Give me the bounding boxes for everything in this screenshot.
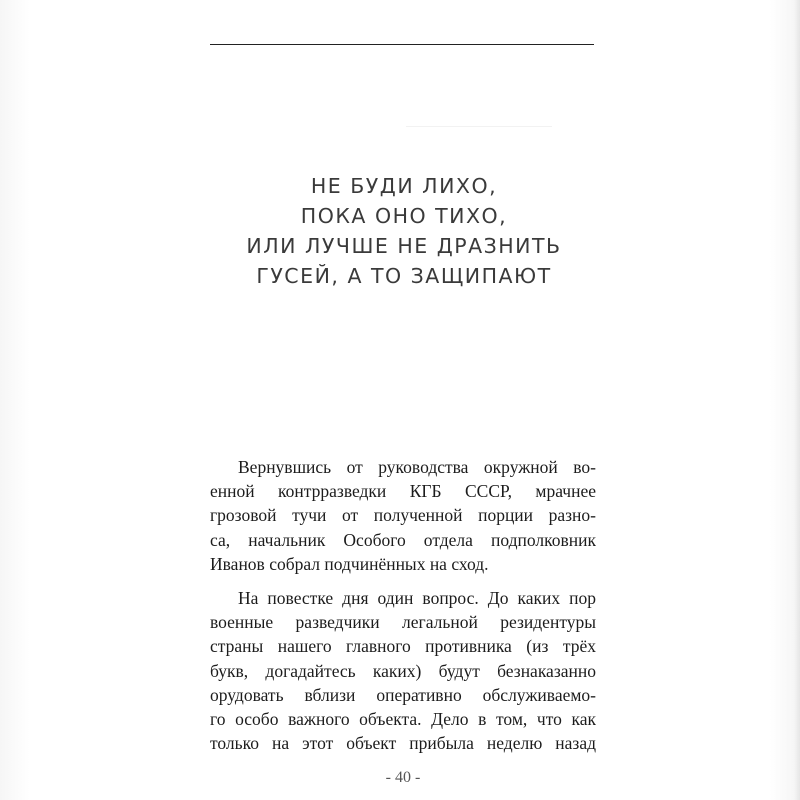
paragraph-1 (210, 455, 596, 576)
text-line: са, начальник Особого отдела подполковник (210, 529, 596, 550)
text-line: только на этот объект прибыла неделю назад (210, 733, 596, 754)
text-line: Вернувшись от руководства окружной во- (238, 457, 596, 477)
text-line: го особо важного объекта. Дело в том, что как (210, 709, 596, 730)
text-line: военные разведчики легальной резидентуры (210, 612, 596, 633)
body-text (210, 455, 596, 755)
chapter-title-line: НЕ БУДИ ЛИХО, (310, 174, 498, 198)
chapter-title (212, 171, 596, 291)
text-line: Иванов собрал подчинённых на сход. (210, 553, 489, 574)
text-line: енной контрразведки КГБ СССР, мрачнее (210, 481, 596, 502)
text-line: грозовой тучи от полученной порции разно- (210, 505, 596, 526)
text-line: орудовать вблизи оперативно обслуживаемо- (210, 684, 596, 705)
chapter-title-line: ИЛИ ЛУЧШЕ НЕ ДРАЗНИТЬ (246, 234, 562, 258)
chapter-title-line: ПОКА ОНО ТИХО, (300, 204, 508, 228)
text-line: На повестке дня один вопрос. До каких пор (238, 588, 596, 609)
chapter-title-line: ГУСЕЙ, А ТО ЗАЩИПАЮТ (256, 264, 552, 288)
paragraph-2 (210, 586, 596, 755)
text-line: страны нашего главного противника (из трёх (210, 636, 596, 657)
show-through-mark (406, 126, 552, 127)
header-rule (210, 44, 594, 45)
page-edge-shadow (794, 0, 800, 800)
page-number: - 40 - (385, 769, 421, 786)
text-line: букв, догадайтесь каких) будут безнаказанно (210, 660, 596, 681)
